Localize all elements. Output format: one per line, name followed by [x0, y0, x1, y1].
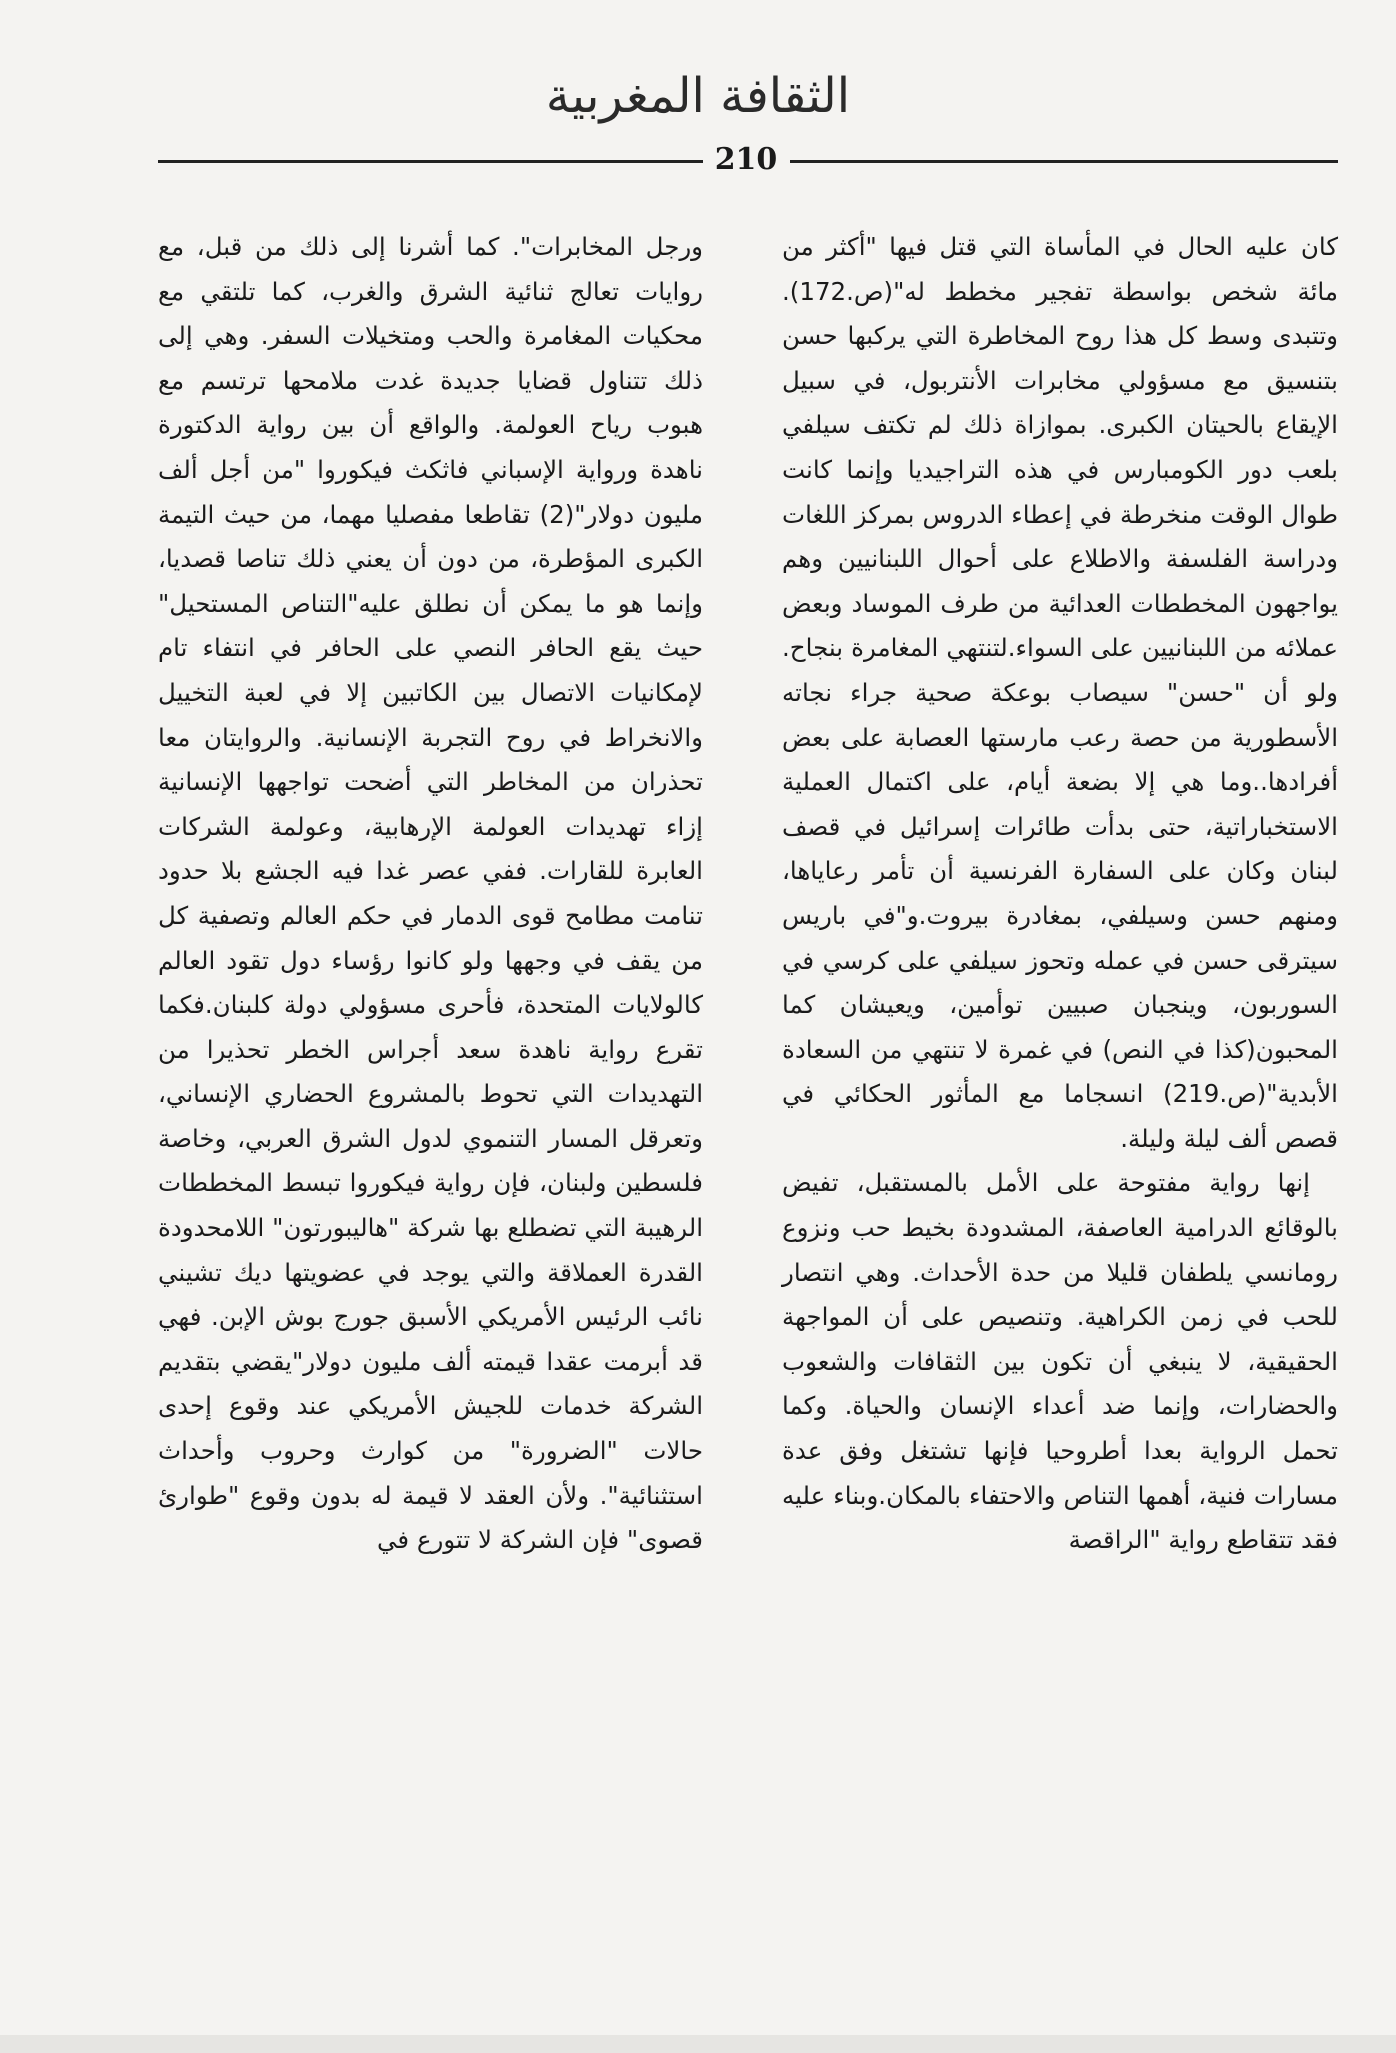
scan-bottom-edge [0, 2035, 1396, 2053]
right-text-column [782, 225, 1338, 1563]
left-text-column [158, 225, 703, 1563]
right-column-paragraph-2: إنها رواية مفتوحة على الأمل بالمستقبل، تفيض بالوقائع الدرامية العاصفة، المشدودة بخيط حب ونزوع رومانسي يلطفان قليلا من حدة الأحداث. وهي انتصار للحب في زمن الكراهية. وتنصيص على أن المواجهة الحقيقية، لا ينبغي أن تكون بين الثقافات والشعوب والحضارات، وإنما ضد أعداء الإنسان والحياة. وكما تحمل الرواية بعدا أطروحيا فإنها تشتغل وفق عدة مسارات فنية، أهمها التناص والاحتفاء بالمكان.وبناء عليه فقد تتقاطع رواية "الراقصة [782, 1168, 1338, 1555]
header-rule-left [158, 160, 703, 163]
left-column-paragraph-1: ورجل المخابرات". كما أشرنا إلى ذلك من قبل، مع روايات تعالج ثنائية الشرق والغرب، كما تلتقي مع محكيات المغامرة والحب ومتخيلات السفر. وهي إلى ذلك تتناول قضايا جديدة غدت ملامحها ترتسم مع هبوب رياح العولمة. والواقع أن بين رواية الدكتورة ناهدة ورواية الإسباني فاثكث فيكوروا "من أجل ألف مليون دولار"(2) تقاطعا مفصليا مهما، من حيث التيمة الكبرى المؤطرة، من دون أن يعني ذلك تناصا قصديا، وإنما هو ما يمكن أن نطلق عليه"التناص المستحيل" حيث يقع الحافر النصي على الحافر في انتفاء تام لإمكانيات الاتصال بين الكاتبين إلا في لعبة التخييل والانخراط في روح التجربة الإنسانية. والروايتان معا تحذران من المخاطر التي أضحت تواجهها الإنسانية إزاء تهديدات العولمة الإرهابية، وعولمة الشركات العابرة للقارات. ففي عصر غدا فيه الجشع بلا حدود تنامت مطامح قوى الدمار في حكم العالم وتصفية كل من يقف في وجهها ولو كانوا رؤساء دول تقود العالم كالولايات المتحدة، فأحرى مسؤولي دولة كلبنان.فكما تقرع رواية ناهدة سعد أجراس الخطر تحذيرا من التهديدات التي تحوط بالمشروع الحضاري الإنساني، وتعرقل المسار التنموي لدول الشرق العربي، وخاصة فلسطين ولبنان، فإن رواية فيكوروا تبسط المخططات الرهيبة التي تضطلع بها شركة "هاليبورتون" اللامحدودة القدرة العملاقة والتي يوجد في عضويتها ديك تشيني نائب الرئيس الأمريكي الأسبق جورج بوش الإبن. فهي قد أبرمت عقدا قيمته ألف مليون دولار"يقضي بتقديم الشركة خدمات للجيش الأمريكي عند وقوع إحدى حالات "الضرورة" من كوارث وحروب وأحداث استثنائية". ولأن العقد لا قيمة له بدون وقوع "طوارئ قصوى" فإن الشركة لا تتورع في [158, 232, 703, 1555]
header-rule-right [790, 160, 1338, 163]
running-title: الثقافة المغربية [545, 68, 851, 124]
right-column-paragraph-1: كان عليه الحال في المأساة التي قتل فيها "أكثر من مائة شخص بواسطة تفجير مخطط له"(ص.172). وتتبدى وسط كل هذا روح المخاطرة التي يركبها حسن بتنسيق مع مسؤولي مخابرات الأنتربول، في سبيل الإيقاع بالحيتان الكبرى. بموازاة ذلك لم تكتف سيلفي بلعب دور الكومبارس في هذه التراجيديا وإنما كانت طوال الوقت منخرطة في إعطاء الدروس بمركز اللغات ودراسة الفلسفة والاطلاع على أحوال اللبنانيين وهم يواجهون المخططات العدائية من طرف الموساد وبعض عملائه من اللبنانيين على السواء.لتنتهي المغامرة بنجاح. ولو أن "حسن" سيصاب بوعكة صحية جراء نجاته الأسطورية من حصة رعب مارستها العصابة على بعض أفرادها..وما هي إلا بضعة أيام، على اكتمال العملية الاستخباراتية، حتى بدأت طائرات إسرائيل في قصف لبنان وكان على السفارة الفرنسية أن تأمر رعاياها، ومنهم حسن وسيلفي، بمغادرة بيروت.و"في باريس سيترقى حسن في عمله وتحوز سيلفي على كرسي في السوربون، وينجبان صبيين توأمين، ويعيشان كما المحبون(كذا في النص) في غمرة لا تنتهي من السعادة الأبدية"(ص.219) انسجاما مع المأثور الحكائي في قصص ألف ليلة وليلة. [782, 232, 1338, 1153]
page-number: 210 [714, 142, 778, 177]
